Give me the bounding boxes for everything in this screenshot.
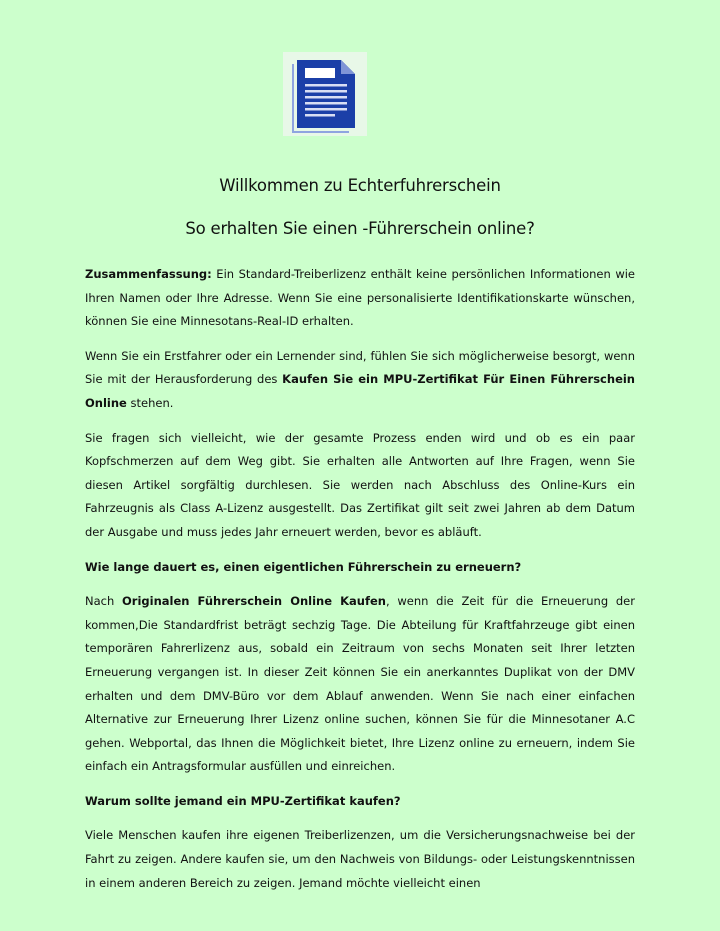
renewal-text-before: Nach [85, 594, 123, 609]
renewal-text-after: , wenn die Zeit für die Erneuerung der kommen,Die Standardfrist beträgt sechzig Tage. Die Abteilung für Kraftfahrzeuge gibt einen temporären Fahrerlizenz aus, sobald ein Zeitraum von sechs Monaten seit Ihrer letzten Erneuerung vergangen ist. In dieser Zeit können Sie ein anerkanntes Duplikat von der DMV erhalten und dem DMV-Büro vor dem Ablauf anwenden. Wenn Sie nach einer einfachen Alternative zur Erneuerung Ihrer Lizenz online suchen, können Sie für die Minnesotaner A.C gehen. Webportal, das Ihnen die Möglichkeit bietet, Ihre Lizenz online zu erneuern, indem Sie einfach ein Antragsformular ausfüllen und einreichen. [85, 594, 635, 774]
document-icon [283, 52, 367, 136]
section-heading-why [85, 790, 635, 814]
document-subtitle: So erhalten Sie einen -Führerschein online? [185, 219, 535, 238]
renewal-bold-text: Originalen Führerschein Online Kaufen [122, 594, 386, 609]
paragraph-why: Viele Menschen kaufen ihre eigenen Treiberlizenzen, um die Versicherungsnachweise bei der Fahrt zu zeigen. Andere kaufen sie, um den Nachweis von Bildungs- oder Leistungskenntnissen in einem anderen Bereich zu zeigen. Jemand möchte vielleicht einen [85, 828, 635, 890]
paragraph-renewal [85, 590, 635, 779]
intro-bold-text: Kaufen Sie ein MPU-Zertifikat Für Einen Führerschein Online [85, 372, 635, 410]
document-title: Willkommen zu Echterfuhrerschein [219, 176, 501, 195]
paragraph-process: Sie fragen sich vielleicht, wie der gesamte Prozess enden wird und ob es ein paar Kopfschmerzen auf dem Weg gibt. Sie erhalten alle Antworten auf Ihre Fragen, wenn Sie diesen Artikel sorgfältig durchlesen. Sie werden nach Abschluss des Online-Kurs ein Fahrzeugnis als Class A-Lizenz ausgestellt. Das Zertifikat gilt seit zwei Jahren ab dem Datum der Ausgabe und muss jedes Jahr erneuert werden, bevor es abläuft. [85, 430, 635, 539]
why-heading-text: Warum sollte jemand ein MPU-Zertifikat kaufen? [85, 793, 401, 808]
summary-label: Zusammenfassung: [85, 267, 212, 281]
section-heading-renewal [85, 556, 635, 580]
document-body [85, 263, 635, 906]
paragraph-intro [85, 345, 635, 416]
intro-text-after: stehen. [126, 395, 174, 410]
renewal-heading-text: Wie lange dauert es, einen eigentlichen Führerschein zu erneuern? [85, 559, 522, 574]
summary-text: Ein Standard-Treiberlizenz enthält keine persönlichen Informationen wie Ihren Namen oder Ihre Adresse. Wenn Sie eine personalisierte Identifikationskarte wünschen, können Sie eine Minnesotans-Real-ID erhalten. [85, 267, 635, 329]
paragraph-summary [85, 263, 635, 334]
intro-text-before: Wenn Sie ein Erstfahrer oder ein Lernender sind, fühlen Sie sich möglicherweise besorgt, wenn Sie mit der Herausforderung des [85, 348, 635, 387]
